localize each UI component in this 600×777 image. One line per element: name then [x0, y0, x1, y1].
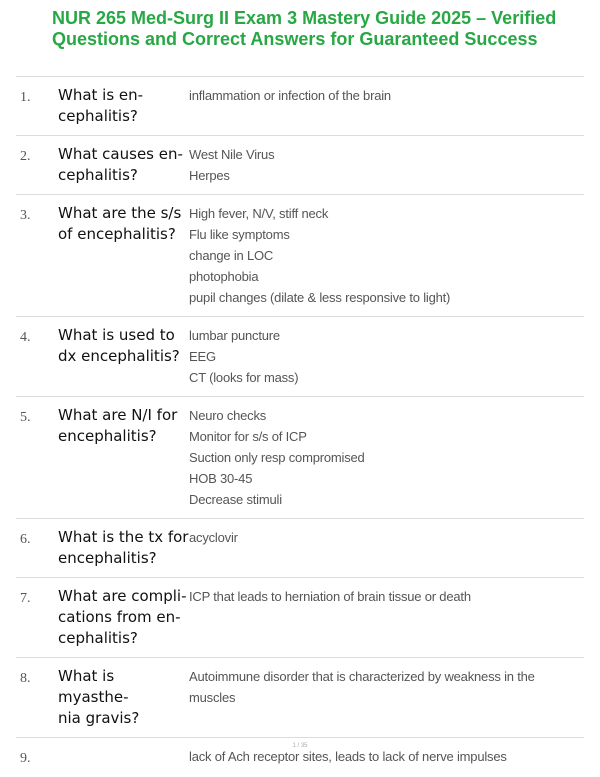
item-number: 8.	[20, 671, 31, 686]
answer-line: Suction only resp compromised	[189, 450, 365, 465]
item-number: 6.	[20, 532, 31, 547]
answer-text	[189, 586, 584, 649]
question-text: What are the s/s of encephalitis?	[58, 204, 182, 243]
question-text: What is myasthe- nia gravis?	[58, 667, 140, 727]
answer-text	[189, 85, 584, 127]
qa-row	[16, 658, 584, 738]
answer-text	[189, 527, 584, 569]
answer-line: EEG	[189, 349, 216, 364]
qa-row	[16, 136, 584, 195]
answer-line: High fever, N/V, stiff neck	[189, 206, 329, 221]
answer-line: inflammation or infection of the brain	[189, 88, 391, 103]
qa-row	[16, 578, 584, 658]
answer-text	[189, 203, 584, 308]
answer-text	[189, 144, 584, 186]
question-text	[58, 746, 189, 769]
qa-list	[16, 76, 584, 777]
answer-line: Flu like symptoms	[189, 227, 290, 242]
qa-row	[16, 519, 584, 578]
answer-text	[189, 666, 584, 729]
answer-line: HOB 30-45	[189, 471, 253, 486]
answer-line: Herpes	[189, 168, 230, 183]
answer-line: acyclovir	[189, 530, 238, 545]
answer-line: Autoimmune disorder that is characterized by weakness in the muscles	[189, 669, 535, 705]
answer-text	[189, 325, 584, 388]
question-text: What is used to dx encephalitis?	[58, 326, 180, 365]
answer-line: ICP that leads to herniation of brain tissue or death	[189, 589, 471, 604]
question-text: What are compli- cations from en- cephalitis?	[58, 587, 187, 647]
answer-line: Neuro checks	[189, 408, 267, 423]
item-number: 7.	[20, 591, 31, 606]
answer-text	[189, 746, 584, 769]
answer-line: photophobia	[189, 269, 259, 284]
item-number: 3.	[20, 208, 31, 223]
item-number: 9.	[20, 751, 31, 766]
answer-line: lumbar puncture	[189, 328, 280, 343]
answer-text	[189, 405, 584, 510]
question-text: What is en- cephalitis?	[58, 86, 144, 125]
item-number: 1.	[20, 90, 31, 105]
answer-line: CT (looks for mass)	[189, 370, 299, 385]
answer-line: lack of Ach receptor sites, leads to lack of nerve impulses	[189, 749, 507, 764]
answer-line: West Nile Virus	[189, 147, 275, 162]
question-text: What is the tx for encephalitis?	[58, 528, 189, 567]
item-number: 5.	[20, 410, 31, 425]
qa-row	[16, 317, 584, 397]
item-number: 4.	[20, 330, 31, 345]
page-title: NUR 265 Med-Surg II Exam 3 Mastery Guide 2025 – Verified Questions and Correct Answers for Guaranteed Success	[52, 8, 557, 49]
answer-line: Monitor for s/s of ICP	[189, 429, 307, 444]
answer-line: change in LOC	[189, 248, 274, 263]
answer-line: pupil changes (dilate & less responsive to light)	[189, 290, 451, 305]
question-text: What are N/I for encephalitis?	[58, 406, 178, 445]
page-indicator: 1 / 35	[292, 743, 308, 749]
qa-row	[16, 195, 584, 317]
qa-row	[16, 397, 584, 519]
answer-line: Decrease stimuli	[189, 492, 282, 507]
question-text: What causes en- cephalitis?	[58, 145, 183, 184]
qa-row	[16, 77, 584, 136]
item-number: 2.	[20, 149, 31, 164]
